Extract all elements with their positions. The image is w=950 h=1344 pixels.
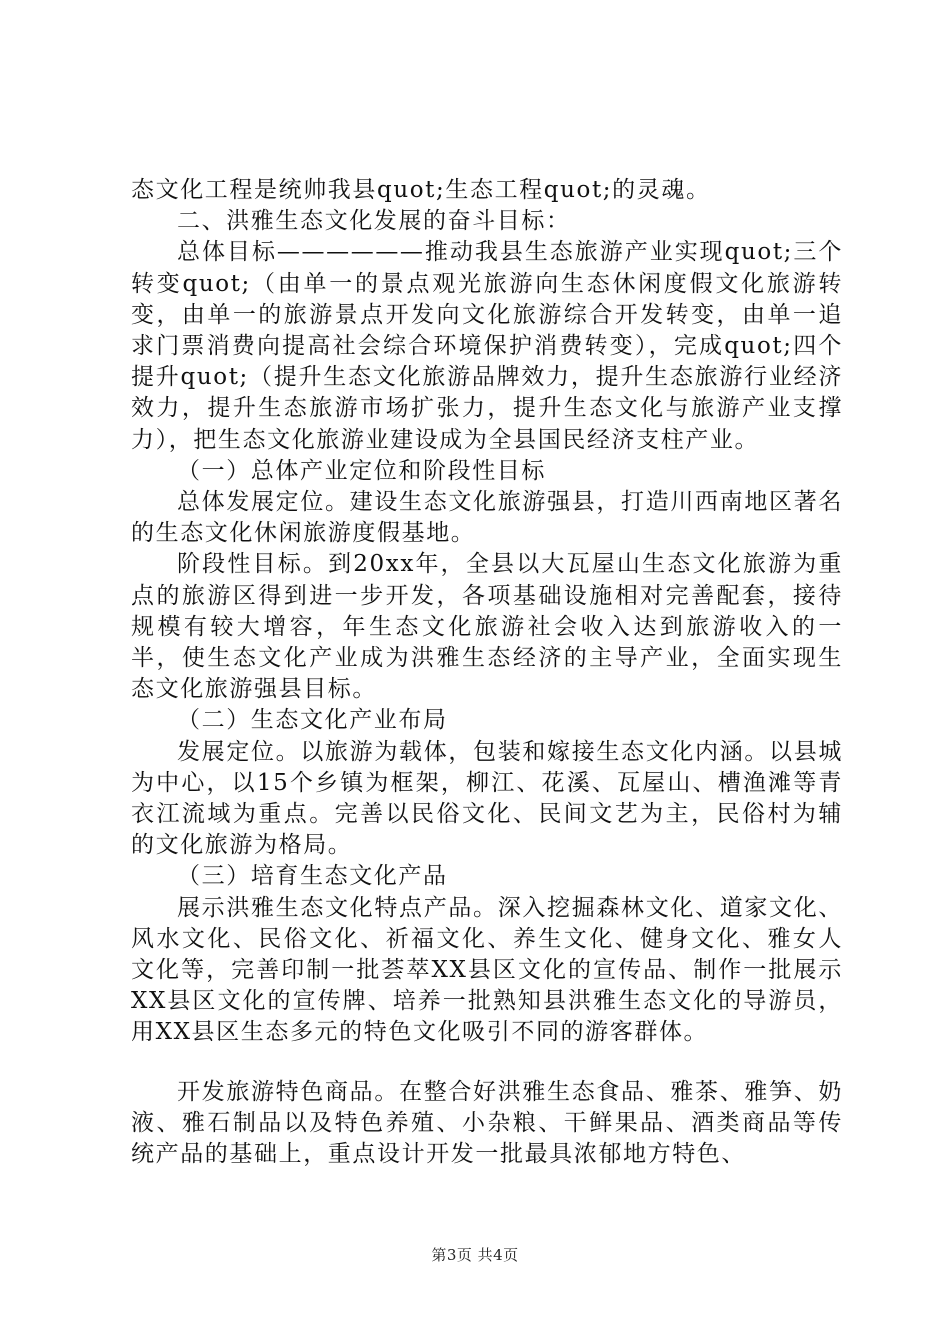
subsection-heading-3: （三）培育生态文化产品: [177, 863, 448, 890]
paragraph-souvenirs: 开发旅游特色商品。在整合好洪雅生态食品、雅茶、雅笋、奶液、雅石制品以及特色养殖、小杂粮、干鲜果品、酒类商品等传统产品的基础上，重点设计开发一批最具浓郁地方特色、: [131, 1078, 843, 1168]
subsection-heading-2: （二）生态文化产业布局: [177, 707, 448, 734]
page-number-footer: 第3页 共4页: [431, 1246, 519, 1264]
paragraph-overall-goal: 总体目标——————推动我县生态旅游产业实现quot;三个转变quot;（由单一的景点观光旅游向生态休闲度假文化旅游转变，由单一的旅游景点开发向文化旅游综合开发转变，由单一追求门票消费向提高社会综合环境保护消费转变），完成quot;四个提升quot;（提升生态文化旅游品牌效力，提升生态旅游行业经济效力，提升生态旅游市场扩张力，提升生态文化与旅游产业支撑力），把生态文化旅游业建设成为全县国民经济支柱产业。: [131, 239, 843, 453]
paragraph-stage-goal: 阶段性目标。到20xx年，全县以大瓦屋山生态文化旅游为重点的旅游区得到进一步开发，各项基础设施相对完善配套，接待规模有较大增容，年生态文化旅游社会收入达到旅游收入的一半，使生态文化产业成为洪雅生态经济的主导产业，全面实现生态文化旅游强县目标。: [131, 551, 843, 703]
section-heading: 二、洪雅生态文化发展的奋斗目标：: [177, 208, 571, 235]
paragraph-continuation: 态文化工程是统帅我县quot;生态工程quot;的灵魂。: [131, 177, 711, 203]
paragraph-positioning: 总体发展定位。建设生态文化旅游强县，打造川西南地区著名的生态文化休闲旅游度假基地。: [131, 489, 843, 547]
subsection-heading-1: （一）总体产业定位和阶段性目标: [177, 457, 546, 484]
paragraph-products: 展示洪雅生态文化特点产品。深入挖掘森林文化、道家文化、风水文化、民俗文化、祈福文化、养生文化、健身文化、雅女人文化等，完善印制一批荟萃XX县区文化的宣传品、制作一批展示XX县区文化的宣传牌、培养一批熟知县洪雅生态文化的导游员，用XX县区生态多元的特色文化吸引不同的游客群体。: [131, 894, 843, 1046]
document-body: [131, 175, 843, 1170]
paragraph-layout: 发展定位。以旅游为载体，包装和嫁接生态文化内涵。以县城为中心，以15个乡镇为框架，柳江、花溪、瓦屋山、槽渔滩等青衣江流域为重点。完善以民俗文化、民间文艺为主，民俗村为辅的文化旅游为格局。: [131, 738, 843, 859]
